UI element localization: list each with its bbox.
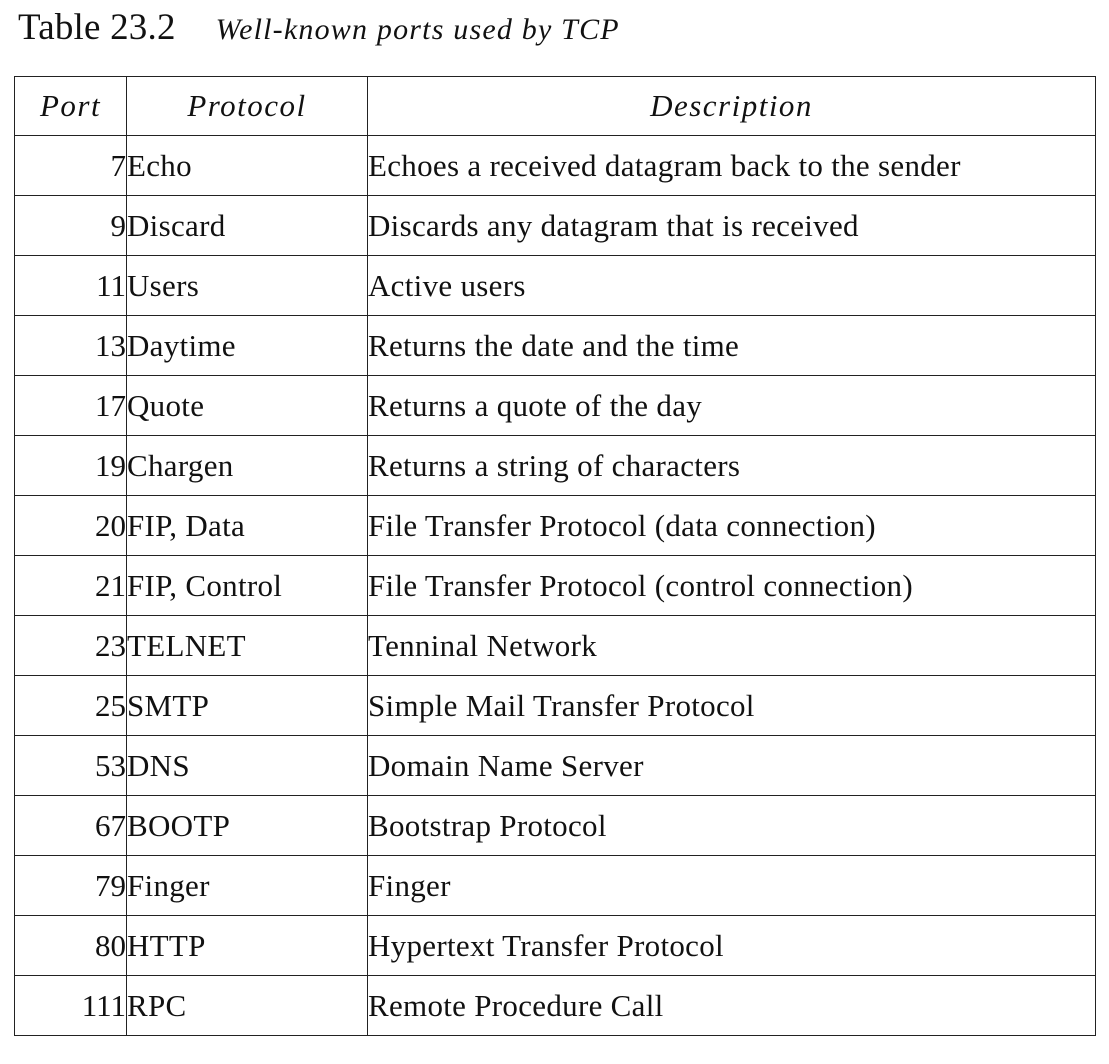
port-cell: 53 [15,736,127,796]
protocol-cell: FIP, Control [127,556,368,616]
description-cell: Hypertext Transfer Protocol [368,916,1096,976]
port-cell: 20 [15,496,127,556]
port-cell: 13 [15,316,127,376]
description-cell: Simple Mail Transfer Protocol [368,676,1096,736]
protocol-cell: Users [127,256,368,316]
header-description: Description [368,77,1096,136]
table-number: Table 23.2 [18,7,176,48]
table-row [15,196,1096,256]
port-cell: 11 [15,256,127,316]
description-cell: Returns a string of characters [368,436,1096,496]
description-cell: Echoes a received datagram back to the sender [368,136,1096,196]
protocol-cell: TELNET [127,616,368,676]
table-row [15,976,1096,1036]
port-cell: 17 [15,376,127,436]
port-cell: 111 [15,976,127,1036]
table-row [15,436,1096,496]
table-row [15,856,1096,916]
port-cell: 80 [15,916,127,976]
protocol-cell: Daytime [127,316,368,376]
port-cell: 79 [15,856,127,916]
table-row [15,316,1096,376]
description-cell: Discards any datagram that is received [368,196,1096,256]
protocol-cell: SMTP [127,676,368,736]
description-cell: Remote Procedure Call [368,976,1096,1036]
ports-table [14,76,1096,1036]
description-cell: Bootstrap Protocol [368,796,1096,856]
description-cell: Active users [368,256,1096,316]
description-cell: Returns a quote of the day [368,376,1096,436]
protocol-cell: DNS [127,736,368,796]
port-cell: 7 [15,136,127,196]
protocol-cell: RPC [127,976,368,1036]
protocol-cell: Finger [127,856,368,916]
port-cell: 9 [15,196,127,256]
table-row [15,736,1096,796]
table-row [15,136,1096,196]
table-row [15,796,1096,856]
protocol-cell: FIP, Data [127,496,368,556]
description-cell: Tenninal Network [368,616,1096,676]
table-row [15,916,1096,976]
table-row [15,676,1096,736]
header-protocol: Protocol [127,77,368,136]
description-cell: Returns the date and the time [368,316,1096,376]
table-caption [18,6,620,50]
table-row [15,256,1096,316]
header-port: Port [15,77,127,136]
protocol-cell: BOOTP [127,796,368,856]
protocol-cell: Discard [127,196,368,256]
table-row [15,556,1096,616]
protocol-cell: Echo [127,136,368,196]
port-cell: 21 [15,556,127,616]
port-cell: 19 [15,436,127,496]
header-row [15,77,1096,136]
port-cell: 23 [15,616,127,676]
description-cell: Domain Name Server [368,736,1096,796]
table-row [15,376,1096,436]
protocol-cell: Quote [127,376,368,436]
port-cell: 67 [15,796,127,856]
description-cell: File Transfer Protocol (data connection) [368,496,1096,556]
description-cell: Finger [368,856,1096,916]
protocol-cell: Chargen [127,436,368,496]
table-title: Well-known ports used by TCP [215,13,620,46]
port-cell: 25 [15,676,127,736]
protocol-cell: HTTP [127,916,368,976]
table-row [15,616,1096,676]
description-cell: File Transfer Protocol (control connection) [368,556,1096,616]
table-row [15,496,1096,556]
